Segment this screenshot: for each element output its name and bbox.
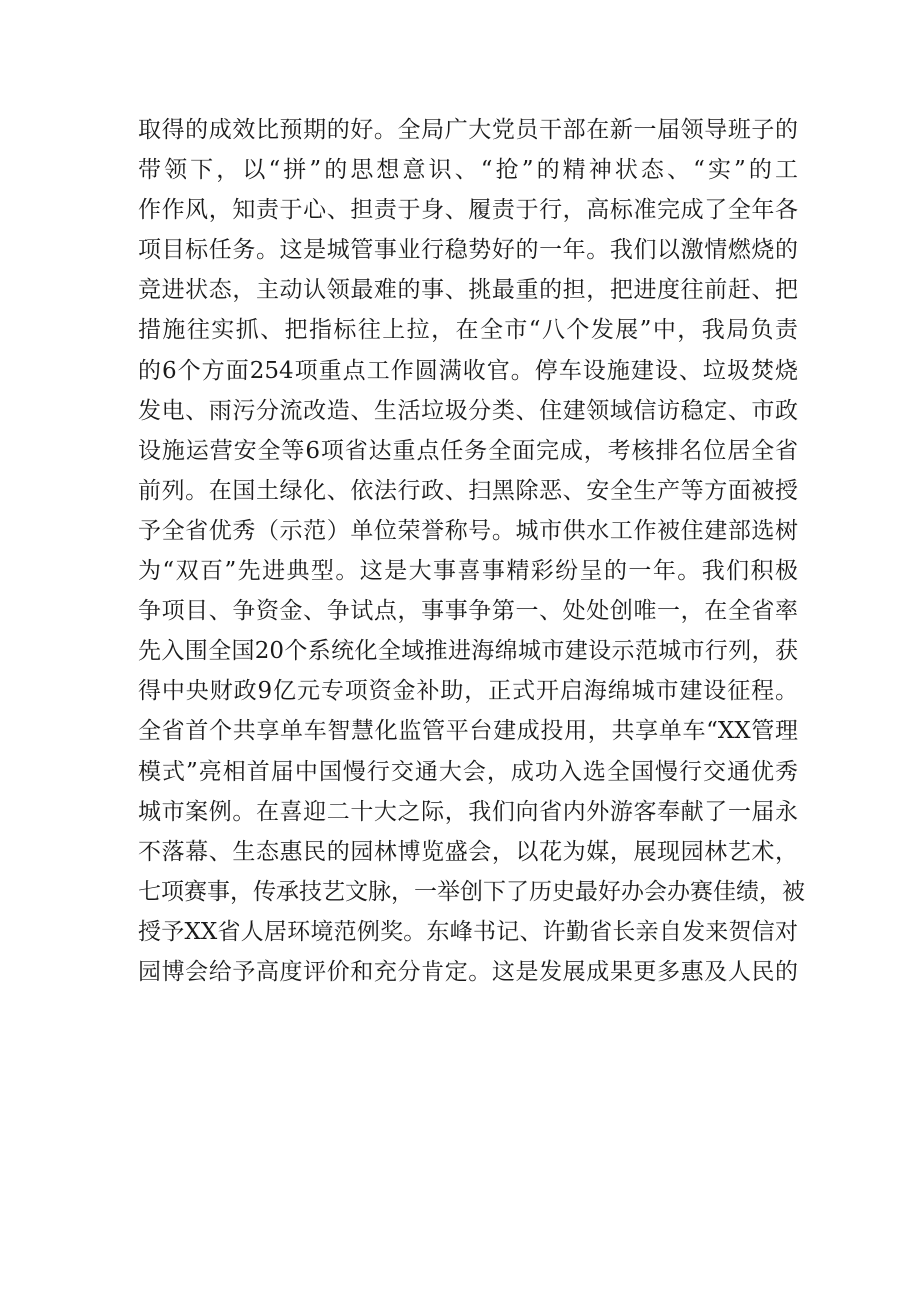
text-line: 模式”亮相首届中国慢行交通大会，成功入选全国慢行交通优秀 <box>138 758 798 785</box>
text-line: 七项赛事，传承技艺文脉，一举创下了历史最好办会办赛佳绩，被 <box>138 878 805 905</box>
text-line: 竞进状态，主动认领最难的事、挑最重的担，把进度往前赶、把 <box>138 277 798 304</box>
text-line: 发电、雨污分流改造、生活垃圾分类、住建领域信访稳定、市政 <box>138 397 798 424</box>
text-line: 项目标任务。这是城管事业行稳势好的一年。我们以激情燃烧的 <box>138 237 798 264</box>
text-line: 得中央财政9亿元专项资金补助，正式开启海绵城市建设征程。 <box>138 678 798 705</box>
text-line: 园博会给予高度评价和充分肯定。这是发展成果更多惠及人民的 <box>138 958 798 985</box>
text-line: 授予XX省人居环境范例奖。东峰书记、许勤省长亲自发来贺信对 <box>138 918 798 945</box>
text-line: 城市案例。在喜迎二十大之际，我们向省内外游客奉献了一届永 <box>138 798 798 825</box>
text-line: 不落幕、生态惠民的园林博览盛会，以花为媒，展现园林艺术， <box>138 838 798 865</box>
body-paragraph <box>138 110 805 992</box>
text-line: 全省首个共享单车智慧化监管平台建成投用，共享单车“XX管理 <box>138 718 798 745</box>
text-line: 作作风，知责于心、担责于身、履责于行，高标准完成了全年各 <box>138 197 798 224</box>
text-line: 前列。在国土绿化、依法行政、扫黑除恶、安全生产等方面被授 <box>138 477 798 504</box>
text-line: 争项目、争资金、争试点，事事争第一、处处创唯一，在全省率 <box>138 598 798 625</box>
text-line: 的6个方面254项重点工作圆满收官。停车设施建设、垃圾焚烧 <box>138 357 798 384</box>
text-line: 为“双百”先进典型。这是大事喜事精彩纷呈的一年。我们积极 <box>138 558 798 585</box>
text-line: 带领下，以“拼”的思想意识、“抢”的精神状态、“实”的工 <box>138 157 798 184</box>
text-line: 取得的成效比预期的好。全局广大党员干部在新一届领导班子的 <box>138 117 798 143</box>
text-line: 予全省优秀（示范）单位荣誉称号。城市供水工作被住建部选树 <box>138 517 798 544</box>
text-line: 设施运营安全等6项省达重点任务全面完成，考核排名位居全省 <box>138 437 798 464</box>
text-line: 先入围全国20个系统化全域推进海绵城市建设示范城市行列，获 <box>138 638 798 665</box>
text-line: 措施往实抓、把指标往上拉，在全市“八个发展”中，我局负责 <box>138 317 798 344</box>
